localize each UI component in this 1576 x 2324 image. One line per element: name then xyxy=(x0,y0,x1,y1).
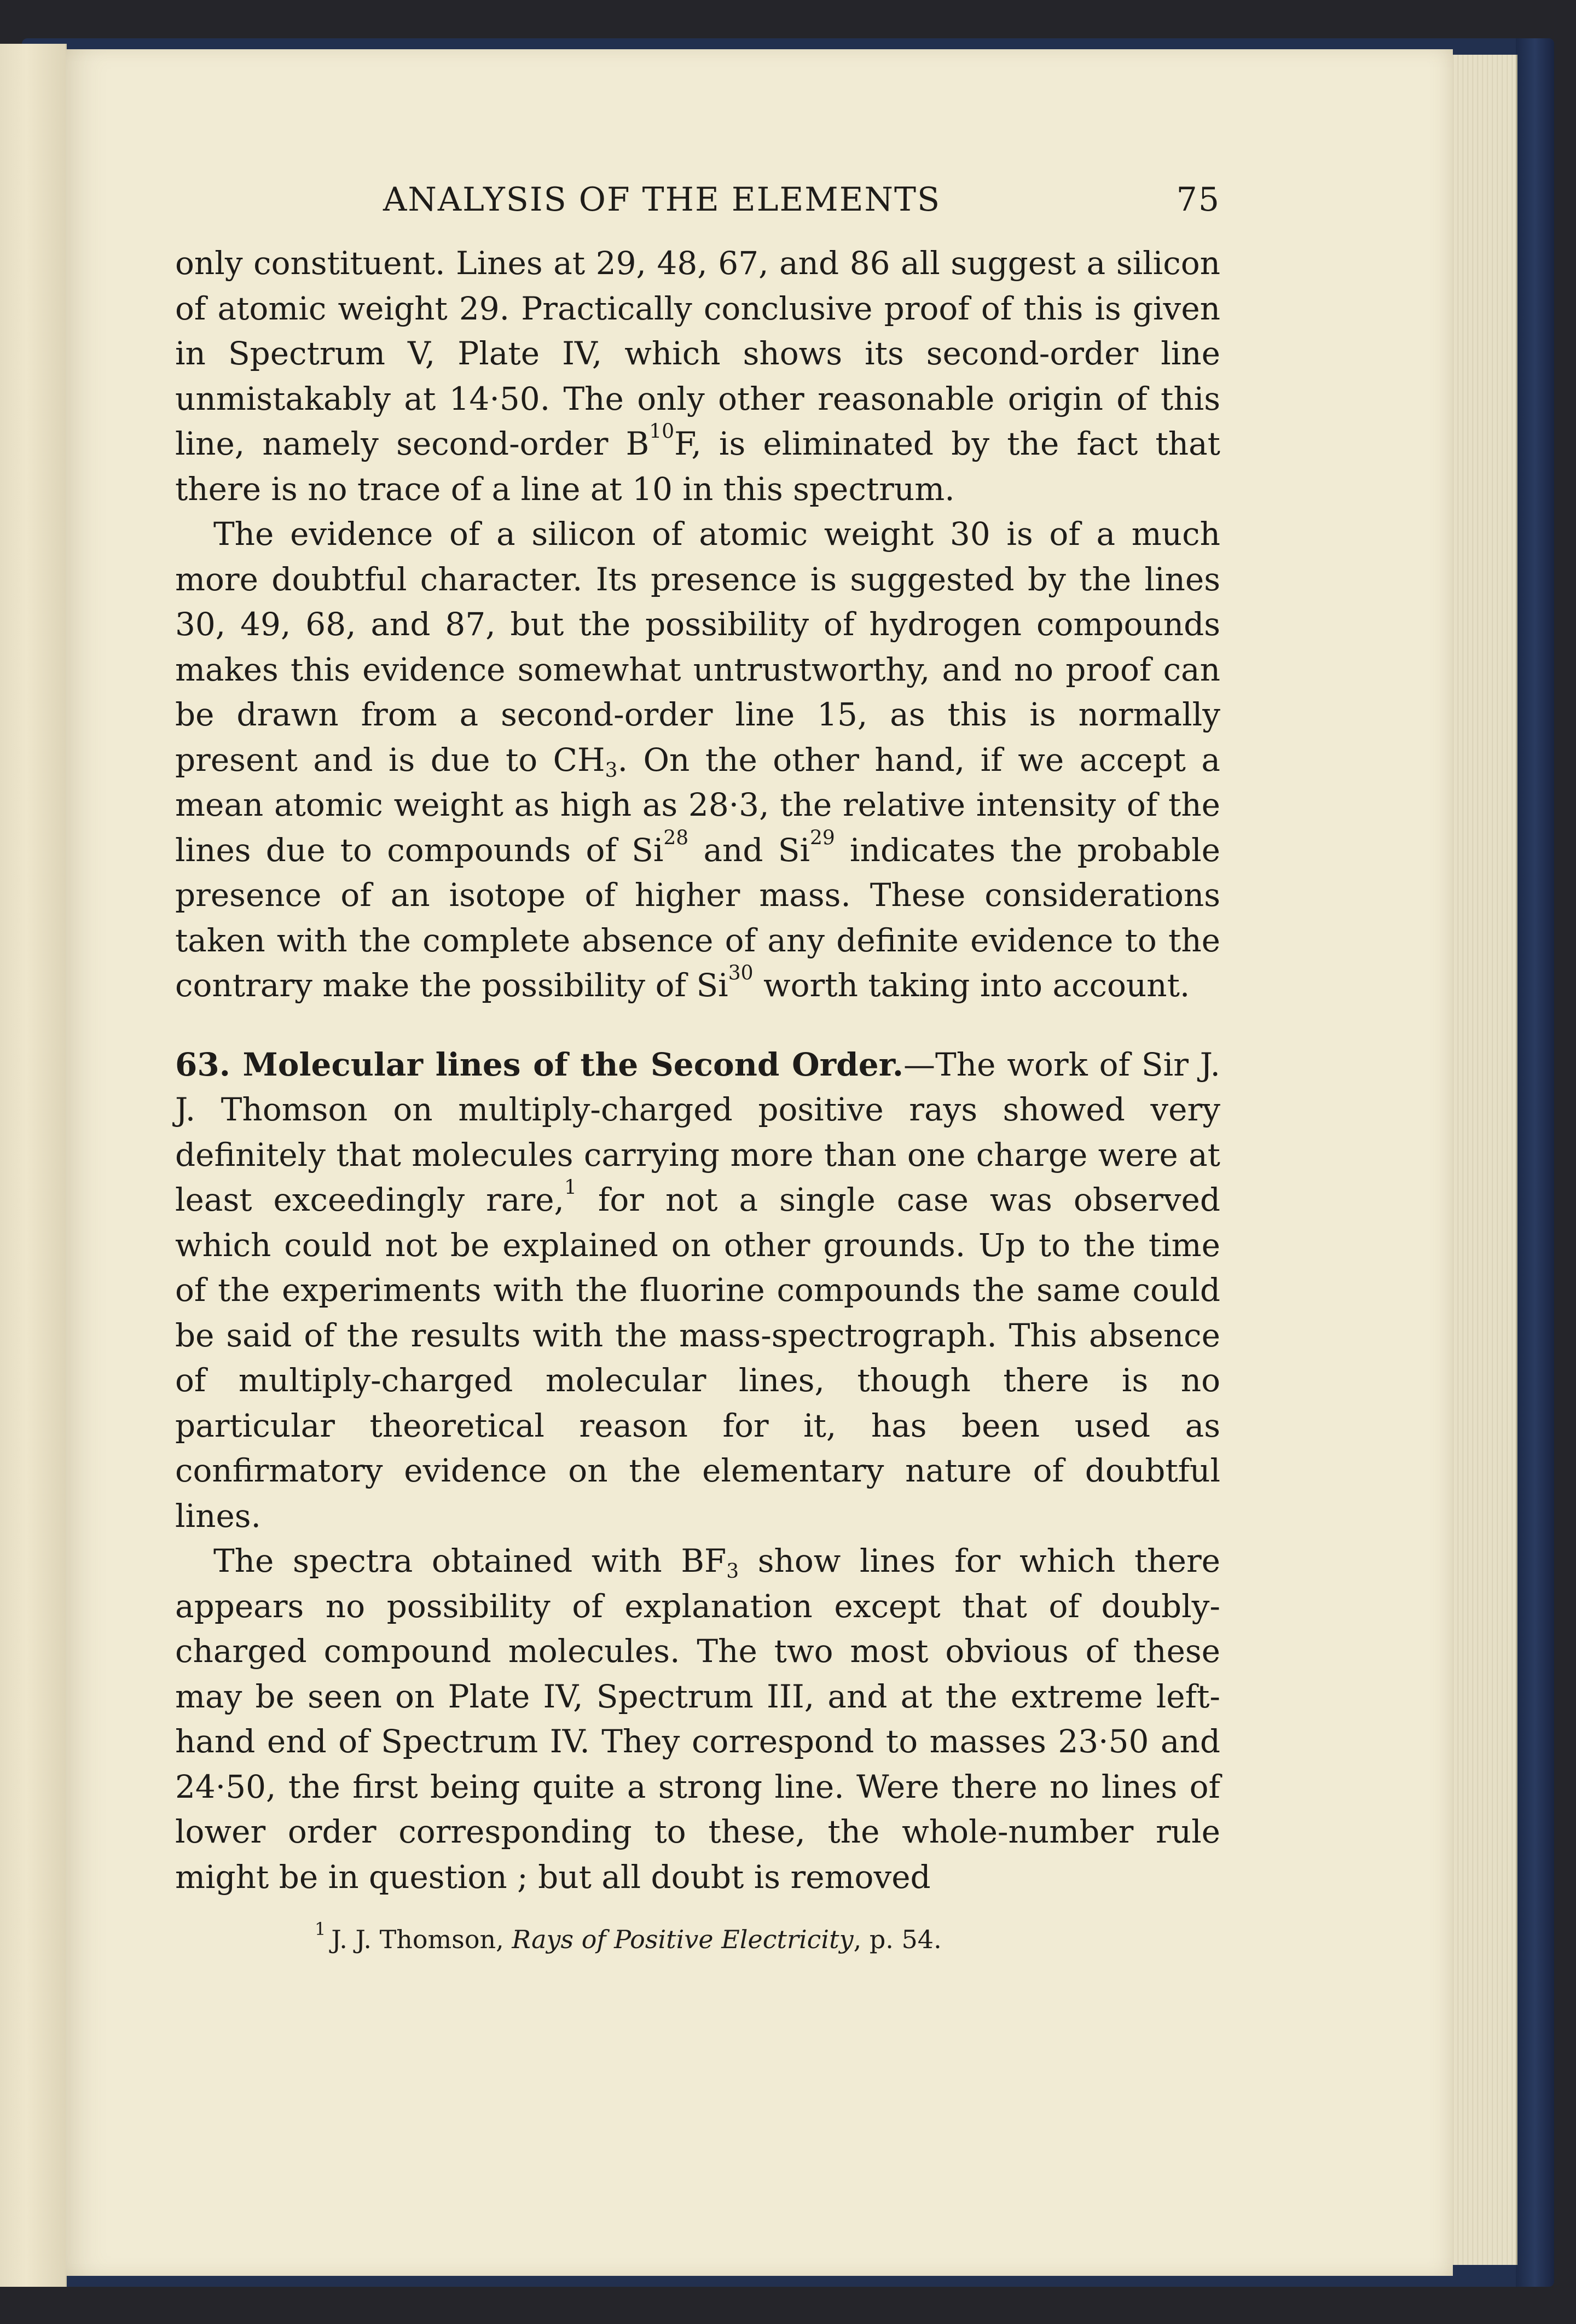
paragraph-2: The evidence of a silicon of atomic weight 30 is of a much more doubtful character. Its presence is suggested by the lines 30, 49, 68, and 87, but the possibility of hydrogen compounds makes this evidence somewhat untrustworthy, and no proof can be drawn from a second-order line 15, as this is normally present and is due to $CH_3$. On the other hand, if we accept a mean atomic weight as high as 28·3, the relative intensity of the lines due to compounds of Si$^{28}$ and Si$^{29}$ indicates the probable presence of an isotope of higher mass. These considerations taken with the complete absence of any definite evidence to the contrary make the possibility of Si$^{30}$ worth taking into account. xyxy=(175,515,1220,1004)
paragraph-4: The spectra obtained with $BF_3$ show lines for which there appears no possibility of explanation except that of doubly-charged compound molecules. The two most obvious of these may be seen on Plate IV, Spectrum III, and at the extreme left-hand end of Spectrum IV. They correspond to masses 23·50 and 24·50, the first being quite a strong line. Were there no lines of lower order corresponding to these, the whole-number rule might be in question ; but all doubt is removed xyxy=(175,1542,1220,1896)
superscript: 28 xyxy=(663,826,689,849)
cover-edge xyxy=(1516,38,1554,2287)
subscript: 3 xyxy=(605,759,618,782)
subscript: 3 xyxy=(726,1560,739,1583)
running-head xyxy=(175,181,1220,241)
superscript: 10 xyxy=(649,420,675,443)
footnote-title: Rays of Positive Electricity xyxy=(512,1925,854,1954)
section-63-paragraph: 63. Molecular lines of the Second Order.—The work of Sir J. J. Thomson on multiply-charged positive rays showed very definitely that molecules carrying more than one charge were at least exceedingly rare,$^1$ for not a single case was observed which could not be explained on other grounds. Up to the time of the experiments with the fluorine compounds the same could be said of the results with the mass-spectrograph. This absence of multiply-charged molecular lines, though there is no particular theoretical reason for it, has been used as confirmatory evidence on the elementary nature of doubtful lines. xyxy=(175,1045,1220,1535)
gutter-leaf xyxy=(0,44,67,2287)
superscript: 29 xyxy=(810,826,835,849)
running-title: ANALYSIS OF THE ELEMENTS xyxy=(383,181,941,219)
section-heading: 63. Molecular lines of the Second Order. xyxy=(175,1045,904,1083)
footnote-reference: 1 xyxy=(564,1176,577,1199)
footnote-mark: 1 xyxy=(315,1919,326,1939)
book-page xyxy=(66,49,1453,2276)
superscript: 30 xyxy=(728,962,754,985)
paragraph-1: only constituent. Lines at 29, 48, 67, and 86 all suggest a silicon of atomic weight 29. Practically conclusive proof of this is given in Spectrum V, Plate IV, which shows its second-order line unmistakably at 14·50. The only other reasonable origin of this line, namely second-order $B^{10}F$, is eliminated by the fact that there is no trace of a line at 10 in this spectrum. xyxy=(175,245,1220,508)
page-number: 75 xyxy=(1176,181,1220,219)
page-text xyxy=(175,181,1220,1957)
page-edges xyxy=(1445,55,1517,2265)
footnote: $^1$ J. J. Thomson, Rays of Positive Electricity, p. 54. xyxy=(315,1919,942,1954)
